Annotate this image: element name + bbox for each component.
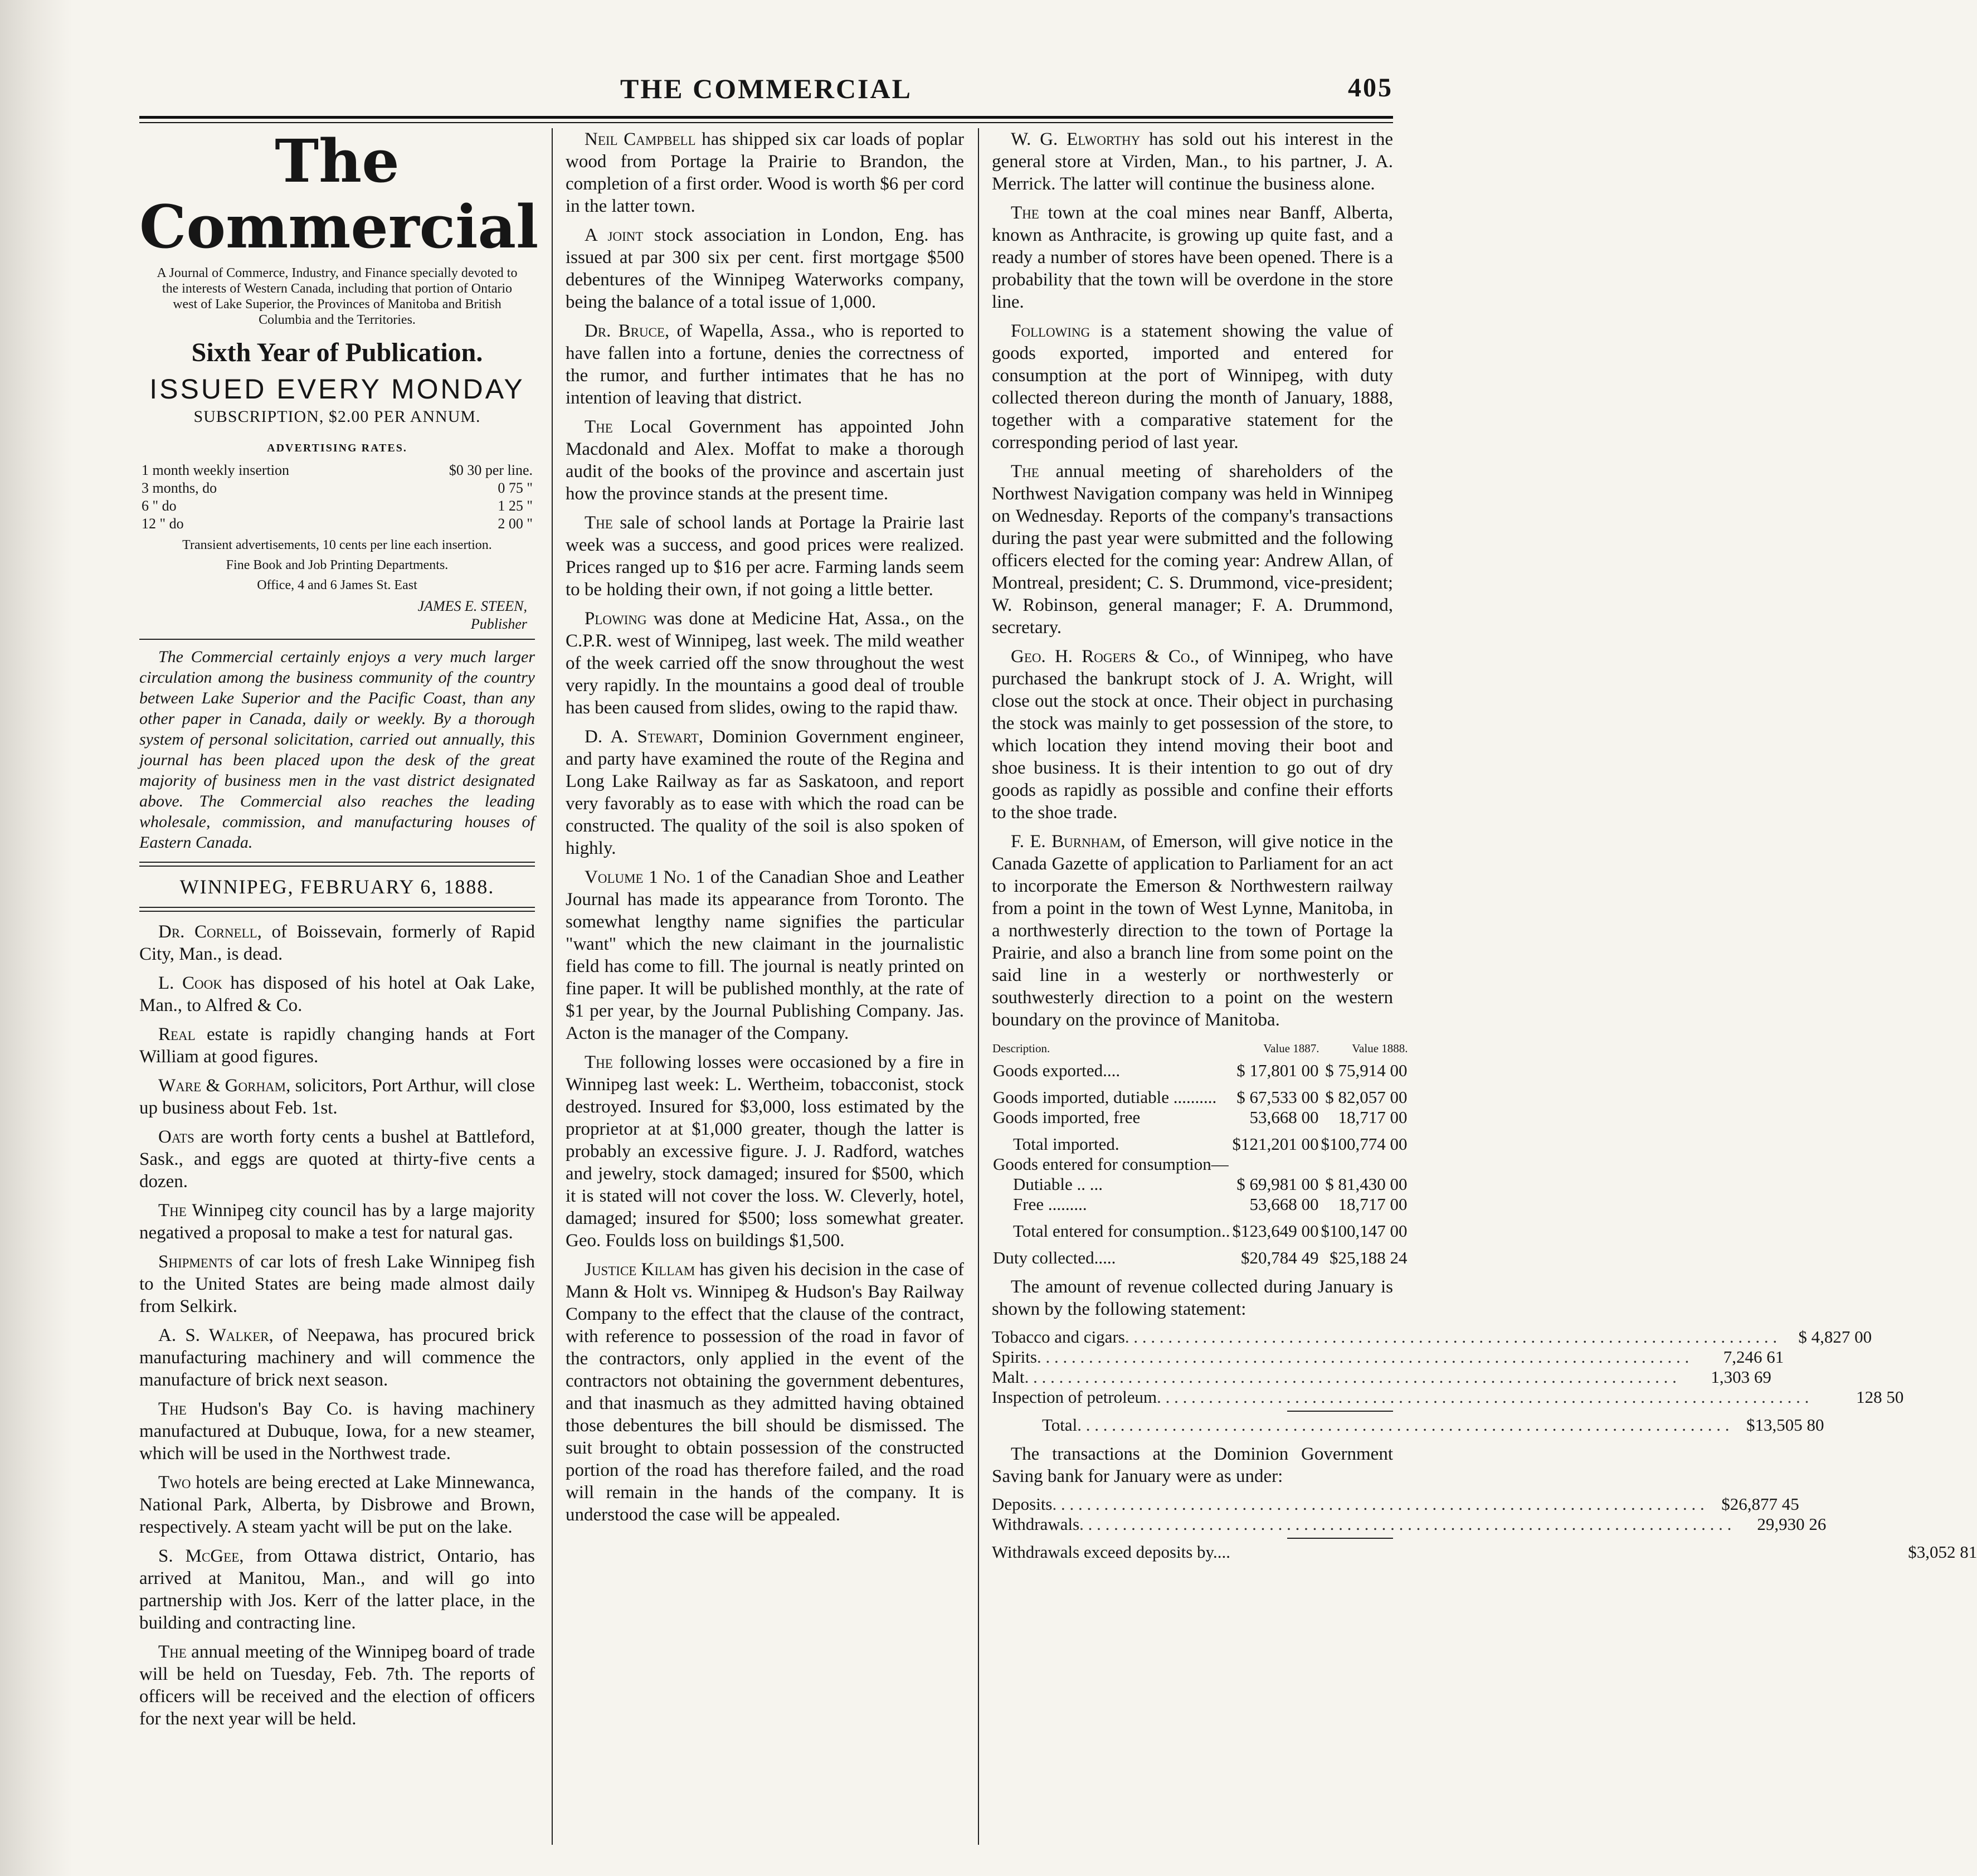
scan-edge-shadow	[0, 0, 72, 1876]
item-lead: S. McGee,	[158, 1546, 244, 1566]
revenue-total	[992, 1415, 1824, 1435]
item-lead: The	[585, 417, 613, 437]
item-lead: Justice Killam	[585, 1260, 695, 1280]
revenue-amount: 128 50	[1856, 1387, 1904, 1407]
revenue-amount: $ 4,827 00	[1798, 1327, 1872, 1347]
item-text: of Wapella, Assa., who is reported to have fallen into a fortune, denies the correctness of the rumor, and further intimates that he has no intention of leaving that district.	[566, 321, 964, 408]
masthead-rule	[139, 639, 535, 640]
news-item	[139, 1641, 535, 1730]
news-item	[139, 1545, 535, 1634]
header-rule	[139, 116, 1393, 123]
item-text: of the Canadian Shoe and Leather Journal has made its appearance from Toronto. The somewhat lengthy name signifies the particular "want" which the new claimant in the journalistic field has come to fill. The journal is neatly printed on fine paper. It will be published monthly, at the rate of $1 per year, by the Journal Publishing Company. Jas. Acton is the manager of the Company.	[566, 867, 965, 1043]
trade-row-1888: $100,774 00	[1321, 1134, 1408, 1154]
rate-row	[139, 479, 535, 497]
trade-row-1887: $ 17,801 00	[1236, 1061, 1319, 1080]
trade-row-desc: Duty collected.....	[993, 1248, 1116, 1267]
item-text: has disposed of his hotel at Oak Lake, Man., to Alfred & Co.	[139, 973, 535, 1015]
running-head	[139, 67, 1393, 111]
trade-row-desc: Goods exported....	[993, 1061, 1121, 1080]
dateline-rule-bottom	[139, 907, 535, 912]
revenue-sum-rule	[1287, 1411, 1393, 1412]
departments-note: Fine Book and Job Printing Departments.	[226, 558, 449, 572]
news-item	[139, 972, 535, 1017]
trade-table-row	[992, 1174, 1409, 1194]
publisher-title: Publisher	[470, 616, 527, 632]
column-1	[139, 126, 539, 1845]
item-lead: D. A. Stewart,	[585, 727, 704, 747]
advertising-rates	[139, 461, 535, 533]
item-text: Local Government has appointed John Macdonald and Alex. Moffat to make a thorough audit of the books of the province and ascertain just how the province stands at the present time.	[566, 417, 964, 504]
savings-sum-rule	[1287, 1538, 1393, 1539]
rate-row	[139, 497, 535, 515]
savings-amount: $26,877 45	[1721, 1494, 1799, 1514]
trade-row-1887: $123,649 00	[1232, 1221, 1319, 1241]
item-text: of Winnipeg, who have purchased the bankrupt stock of J. A. Wright, will close out the stock at once. Their object in purchasing the stock was mainly to get possession of the store, to which location they intend moving their boot and shoe business. It is their intention to go out of dry goods as rapidly as possible and confine their efforts to the shoe trade.	[992, 647, 1393, 823]
trade-table-header	[992, 1038, 1409, 1061]
revenue-total-amount: $13,505 80	[1746, 1415, 1824, 1435]
trade-table-row	[992, 1214, 1409, 1241]
news-item	[566, 416, 964, 505]
item-text: following losses were occasioned by a fire in Winnipeg last week: L. Wertheim, tobacconist, stock destroyed. Insured for $3,000, loss estimated by the proprietor at at $1,000 greater, though the latter is probably an excessive figure. J. J. Radford, watches and jewelry, stock damaged; insured for $500, which it is stated will not cover the loss. W. Cleverly, hotel, damaged; insured for $500; loss somewhat greater. Geo. Foulds loss on buildings $1,500.	[566, 1052, 964, 1251]
item-text: Dominion Government engineer, and party have examined the route of the Regina and Long Lake Railway as far as Saskatoon, and report very favorably as to ease with which the road can be constructed. The quality of the soil is also spoken of highly.	[566, 727, 964, 858]
trade-row-1888: 18,717 00	[1338, 1194, 1408, 1214]
revenue-label: Spirits	[992, 1347, 1037, 1367]
rate-price: $0 30 per line.	[449, 462, 533, 478]
office-address: Office, 4 and 6 James St. East	[257, 578, 417, 592]
savings-excess	[992, 1542, 1977, 1562]
news-item	[566, 866, 964, 1044]
trade-row-desc: Goods entered for consumption—	[993, 1154, 1229, 1174]
trade-header-1888: Value 1888.	[1352, 1042, 1408, 1055]
rate-price: 0 75 "	[498, 480, 533, 496]
news-item	[139, 1023, 535, 1068]
revenue-amount: 7,246 61	[1723, 1347, 1784, 1367]
revenue-row	[992, 1367, 1771, 1387]
item-text: annual meeting of shareholders of the Northwest Navigation company was held in Winnipeg on Wednesday. Reports of the company's transactions during the past year were submitted and the following officers elected for the coming year: Andrew Allan, of Montreal, president; C. S. Drummond, vice-president; W. Robinson, general manager; F. A. Drummond, secretary.	[992, 461, 1393, 638]
revenue-list	[992, 1327, 1904, 1407]
rate-row	[139, 461, 535, 479]
savings-row	[992, 1494, 1799, 1514]
item-lead: Two	[158, 1472, 191, 1493]
savings-excess-label: Withdrawals exceed deposits by....	[992, 1542, 1231, 1562]
news-item	[139, 1075, 535, 1119]
item-lead: The	[158, 1201, 187, 1221]
item-text: of Neepawa, has procured brick manufacturing machinery and will commence the manufacture of brick next season.	[139, 1325, 535, 1390]
leader-dots	[1025, 1367, 1677, 1387]
revenue-amount: 1,303 69	[1711, 1367, 1771, 1387]
trade-table-row	[992, 1241, 1409, 1268]
item-lead: The	[585, 1052, 613, 1072]
news-item	[992, 460, 1393, 639]
leader-dots	[1079, 1514, 1731, 1534]
masthead-issued: ISSUED EVERY MONDAY	[149, 373, 525, 405]
item-lead: Neil Campbell	[585, 129, 696, 149]
savings-excess-amount: $3,052 81	[1908, 1542, 1977, 1562]
revenue-row	[992, 1327, 1872, 1347]
item-lead: Following	[1011, 321, 1090, 341]
revenue-row	[992, 1387, 1904, 1407]
masthead-year: Sixth Year of Publication.	[191, 338, 483, 367]
trade-row-1888	[1320, 1154, 1409, 1174]
column-divider-1	[552, 128, 553, 1845]
item-text: annual meeting of the Winnipeg board of trade will be held on Tuesday, Feb. 7th. The reports of officers will be received and the election of officers for the next year will be held.	[139, 1642, 535, 1729]
item-text: has given his decision in the case of Mann & Holt vs. Winnipeg & Hudson's Bay Railway Company to the effect that the clause of the contract, with reference to possession of the road in favor of the contractors, only applied in the event of the contractors not obtaining the government debentures, and that inasmuch as they admitted having obtained those debentures the bill should be dismissed. The suit brought to obtain possession of the constructed portion of the road has therefore failed, and the road will remain in the hands of the company. It is understood the case will be appealed.	[566, 1260, 964, 1525]
revenue-row	[992, 1347, 1784, 1367]
savings-label: Deposits	[992, 1494, 1053, 1514]
item-lead: Dr. Bruce,	[585, 321, 670, 341]
column-3	[992, 128, 1977, 1845]
trade-row-desc: Goods imported, dutiable ..........	[993, 1087, 1217, 1107]
trade-row-1888: 18,717 00	[1338, 1107, 1408, 1127]
rate-period: 12 " do	[142, 516, 184, 532]
item-lead: Real	[158, 1024, 196, 1044]
trade-row-desc: Goods imported, free	[993, 1107, 1141, 1127]
item-lead: Dr. Cornell,	[158, 922, 262, 942]
item-lead: The	[1011, 203, 1039, 223]
revenue-label: Inspection of petroleum	[992, 1387, 1157, 1407]
item-text: estate is rapidly changing hands at Fort William at good figures.	[139, 1024, 535, 1067]
item-lead: The	[585, 513, 613, 533]
news-item	[992, 645, 1393, 824]
item-lead: L. Cook	[158, 973, 222, 993]
rates-heading: ADVERTISING RATES.	[267, 442, 407, 454]
item-lead: A. S. Walker,	[158, 1325, 274, 1345]
item-lead: The	[158, 1642, 187, 1662]
news-item	[566, 512, 964, 601]
trade-header-1887: Value 1887.	[1263, 1042, 1319, 1055]
item-text: of Boissevain, formerly of Rapid City, Man., is dead.	[139, 922, 535, 964]
leader-dots	[1053, 1494, 1705, 1514]
trade-row-1887: 53,668 00	[1249, 1194, 1319, 1214]
item-text: hotels are being erected at Lake Minnewanca, National Park, Alberta, by Disbrowe and Brown, respectively. A steam yacht will be put on the lake.	[139, 1472, 535, 1537]
revenue-label: Tobacco and cigars	[992, 1327, 1125, 1347]
trade-row-1888: $25,188 24	[1330, 1248, 1408, 1267]
item-lead: F. E. Burnham,	[1011, 832, 1126, 852]
news-item	[139, 1126, 535, 1193]
news-item	[139, 921, 535, 965]
trade-table-row	[992, 1081, 1409, 1107]
column-2	[566, 128, 964, 1845]
savings-label: Withdrawals	[992, 1514, 1080, 1534]
trade-table-row	[992, 1061, 1409, 1081]
news-item	[566, 320, 964, 409]
news-item	[139, 1199, 535, 1244]
revenue-intro: The amount of revenue collected during January is shown by the following statement:	[992, 1277, 1393, 1319]
dateline: WINNIPEG, FEBRUARY 6, 1888.	[179, 876, 495, 898]
rate-period: 3 months, do	[142, 480, 217, 496]
trade-row-1887: $121,201 00	[1232, 1134, 1319, 1154]
revenue-total-label: Total	[1042, 1415, 1078, 1435]
item-lead: W. G. Elworthy	[1011, 129, 1141, 149]
trade-row-1887: 53,668 00	[1249, 1107, 1319, 1127]
leader-dots	[1125, 1327, 1777, 1347]
dateline-rule-top	[139, 862, 535, 867]
item-lead: Ware & Gorham,	[158, 1076, 291, 1096]
trade-row-1887: $ 69,981 00	[1236, 1174, 1319, 1194]
trade-table-body	[992, 1061, 1409, 1268]
item-lead: Volume 1 No. 1	[585, 867, 705, 887]
item-text: Winnipeg city council has by a large majority negatived a proposal to make a test for natural gas.	[139, 1201, 535, 1243]
item-lead: Geo. H. Rogers & Co.,	[1011, 647, 1199, 667]
circulation-blurb: The Commercial certainly enjoys a very much larger circulation among the business community of the country between Lake Superior and the Pacific Coast, than any other paper in Canada, daily or weekly. By a thorough system of personal solicitation, carried out annually, this journal has been placed upon the desk of the great majority of business men in the vast district designated above. The Commercial also reaches the leading wholesale, commission, and manufacturing houses of Eastern Canada.	[139, 648, 535, 852]
rate-period: 6 " do	[142, 498, 177, 514]
publisher-name: JAMES E. STEEN,	[417, 598, 527, 614]
leader-dots	[1037, 1347, 1689, 1367]
masthead-subscription: SUBSCRIPTION, $2.00 PER ANNUM.	[193, 407, 481, 426]
news-item	[139, 1324, 535, 1391]
news-item	[992, 320, 1393, 454]
rate-period: 1 month weekly insertion	[142, 462, 290, 478]
page-number: 405	[1348, 73, 1393, 103]
item-text: town at the coal mines near Banff, Alberta, known as Anthracite, is growing up quite fast, and a ready a number of stores have been opened. There is a probability that the town will be overdone in the store line.	[992, 203, 1393, 312]
transient-note: Transient advertisements, 10 cents per line each insertion.	[182, 538, 492, 552]
rate-price: 2 00 "	[498, 516, 533, 532]
trade-row-desc: Total entered for consumption..	[1013, 1221, 1230, 1241]
revenue-label: Malt	[992, 1367, 1025, 1387]
column-divider-2	[978, 128, 979, 1845]
item-text: are worth forty cents a bushel at Battleford, Sask., and eggs are quoted at thirty-five cents a dozen.	[139, 1127, 535, 1192]
trade-table-row	[992, 1127, 1409, 1154]
trade-row-1888: $ 75,914 00	[1325, 1061, 1408, 1080]
item-lead: Shipments	[158, 1252, 233, 1272]
item-text: is a statement showing the value of goods exported, imported and entered for consumption at the port of Winnipeg, with duty collected thereon during the month of January, 1888, together with a comparative statement for the corresponding period of last year.	[992, 321, 1393, 453]
trade-row-1887	[1231, 1154, 1320, 1174]
trade-table-row	[992, 1194, 1409, 1214]
item-text: has sold out his interest in the general store at Virden, Man., to his partner, J. A. Merrick. The latter will continue the business alone.	[992, 129, 1394, 194]
savings-list	[992, 1494, 1827, 1534]
trade-row-1888: $ 81,430 00	[1325, 1174, 1408, 1194]
item-lead: A joint	[585, 225, 644, 245]
trade-table-row	[992, 1154, 1409, 1174]
masthead-title: The Commercial	[139, 126, 539, 261]
savings-row	[992, 1514, 1827, 1534]
item-text: of Emerson, will give notice in the Canada Gazette of application to Parliament for an act to incorporate the Emerson & Northwestern railway from a point in the town of West Lynne, Manitoba, in a northwesterly direction to the town of Portage la Prairie, and also a branch line from some point on the said line in a westerly or northwesterly or southwesterly direction to a point on the western boundary on the province of Manitoba.	[992, 832, 1393, 1030]
trade-header-desc: Description.	[992, 1042, 1050, 1055]
rate-row	[139, 515, 535, 533]
trade-table-row	[992, 1107, 1409, 1127]
trade-row-1887: $ 67,533 00	[1236, 1087, 1319, 1107]
item-lead: The	[158, 1399, 187, 1419]
item-text: solicitors, Port Arthur, will close up business about Feb. 1st.	[139, 1076, 535, 1118]
news-item	[992, 202, 1393, 313]
item-text: was done at Medicine Hat, Assa., on the C.P.R. west of Winnipeg, last week. The mild weather of the week carried off the snow throughout the west very rapidly. In the mountains a good deal of trouble has been caused from slides, owing to the rapid thaw.	[566, 609, 964, 718]
item-text: has shipped six car loads of poplar wood from Portage la Prairie to Brandon, the completion of a first order. Wood is worth $6 per cord in the latter town.	[566, 129, 964, 216]
item-lead: The	[1011, 461, 1039, 482]
news-item	[566, 607, 964, 719]
newspaper-page	[139, 56, 1977, 1850]
trade-row-1888: $ 82,057 00	[1325, 1087, 1408, 1107]
news-item	[139, 1471, 535, 1538]
trade-statement-table	[992, 1038, 1409, 1268]
news-item	[139, 1251, 535, 1318]
news-item	[566, 726, 964, 859]
trade-row-desc: Total imported.	[1013, 1134, 1119, 1154]
news-item	[566, 1258, 964, 1526]
news-item	[566, 224, 964, 313]
rate-price: 1 25 "	[498, 498, 533, 514]
news-item	[139, 1398, 535, 1465]
masthead-subtitle: A Journal of Commerce, Industry, and Finance specially devoted to the interests of Western Canada, including that portion of Ontario west of Lake Superior, the Provinces of Manitoba and British Columbia and the Territories.	[157, 266, 518, 327]
item-text: from Ottawa district, Ontario, has arrived at Manitou, Man., and will go into partnership with Jos. Kerr of the latter place, in the building and contracting line.	[139, 1546, 535, 1633]
savings-amount: 29,930 26	[1757, 1514, 1827, 1534]
news-item	[566, 1051, 964, 1252]
news-item	[992, 830, 1393, 1031]
item-text: sale of school lands at Portage la Prairie last week was a success, and good prices were realized. Prices ranged up to $16 per acre. Farming lands seem to be holding their own, if not going a little better.	[566, 513, 964, 600]
news-item	[992, 128, 1393, 195]
running-head-title: THE COMMERCIAL	[620, 73, 912, 104]
leader-dots	[1157, 1387, 1809, 1407]
item-text: stock association in London, Eng. has issued at par 300 six per cent. first mortgage $500 debentures of the Winnipeg Waterworks company, being the balance of a total issue of 1,000.	[566, 225, 965, 312]
item-text: Hudson's Bay Co. is having machinery manufactured at Dubuque, Iowa, for a new steamer, which will be used in the Northwest trade.	[139, 1399, 535, 1464]
savings-intro: The transactions at the Dominion Government Saving bank for January were as under:	[992, 1444, 1393, 1486]
trade-row-desc: Dutiable .. ...	[1013, 1174, 1103, 1194]
trade-row-desc: Free .........	[1013, 1194, 1087, 1214]
item-lead: Oats	[158, 1127, 194, 1147]
news-item	[566, 128, 964, 217]
leader-dots	[1077, 1415, 1729, 1435]
trade-row-1888: $100,147 00	[1321, 1221, 1408, 1241]
item-lead: Plowing	[585, 609, 647, 629]
trade-row-1887: $20,784 49	[1241, 1248, 1319, 1267]
item-text: of car lots of fresh Lake Winnipeg fish to the United States are being made almost daily from Selkirk.	[139, 1252, 535, 1316]
